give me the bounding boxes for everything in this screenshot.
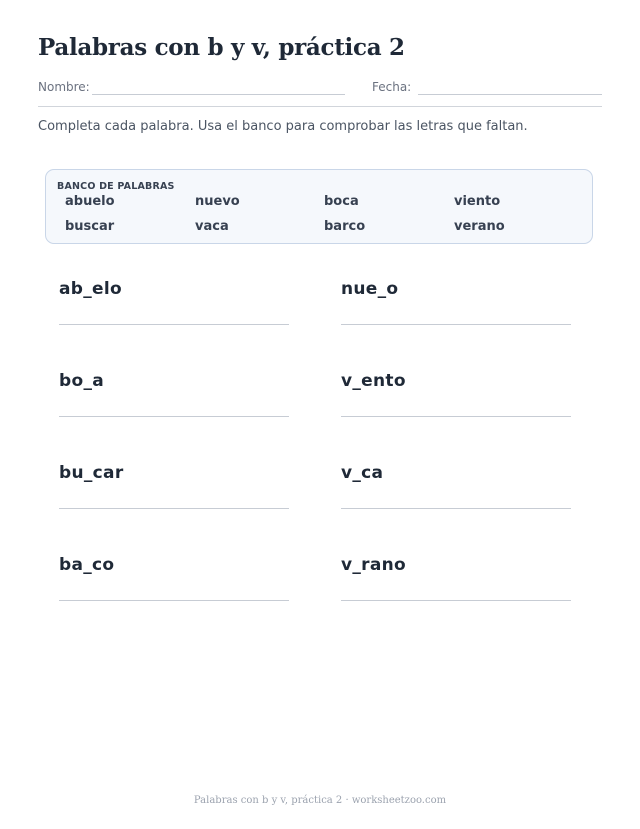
answer-line[interactable]	[341, 324, 571, 325]
exercise-word: nue_o	[341, 279, 399, 299]
instructions-text: Completa cada palabra. Usa el banco para comprobar las letras que faltan.	[38, 119, 528, 134]
worksheet-title: Palabras con b y v, práctica 2	[38, 34, 405, 61]
bank-word: abuelo	[65, 194, 115, 209]
bank-word: boca	[324, 194, 359, 209]
exercise-item	[59, 463, 289, 523]
exercise-item	[341, 279, 571, 339]
exercise-word: v_ento	[341, 371, 406, 391]
exercise-word: v_ca	[341, 463, 384, 483]
answer-line[interactable]	[341, 600, 571, 601]
header-divider	[38, 106, 602, 107]
name-label: Nombre:	[38, 80, 90, 94]
exercise-item	[59, 371, 289, 431]
exercise-word: ba_co	[59, 555, 115, 575]
bank-word: verano	[454, 219, 505, 234]
student-info-row	[38, 80, 602, 104]
page-footer: Palabras con b y v, práctica 2 · worksheetzoo.com	[193, 795, 447, 806]
bank-word: barco	[324, 219, 366, 234]
exercise-word: v_rano	[341, 555, 407, 575]
bank-word: vaca	[195, 219, 229, 234]
answer-line[interactable]	[341, 508, 571, 509]
answer-line[interactable]	[59, 600, 289, 601]
answer-line[interactable]	[59, 508, 289, 509]
answer-line[interactable]	[59, 324, 289, 325]
word-bank-heading: BANCO DE PALABRAS	[57, 181, 175, 192]
exercise-item	[341, 371, 571, 431]
date-label: Fecha:	[372, 80, 412, 94]
answer-line[interactable]	[341, 416, 571, 417]
exercise-word: bu_car	[59, 463, 124, 483]
exercise-word: bo_a	[59, 371, 105, 391]
bank-word: buscar	[65, 219, 115, 234]
exercise-item	[341, 555, 571, 615]
exercise-item	[341, 463, 571, 523]
answer-line[interactable]	[59, 416, 289, 417]
date-field-line[interactable]	[418, 94, 602, 95]
word-bank	[45, 169, 593, 244]
exercise-item	[59, 555, 289, 615]
exercise-word: ab_elo	[59, 279, 122, 299]
bank-word: nuevo	[195, 194, 240, 209]
name-field-line[interactable]	[92, 94, 345, 95]
bank-word: viento	[454, 194, 501, 209]
exercise-item	[59, 279, 289, 339]
